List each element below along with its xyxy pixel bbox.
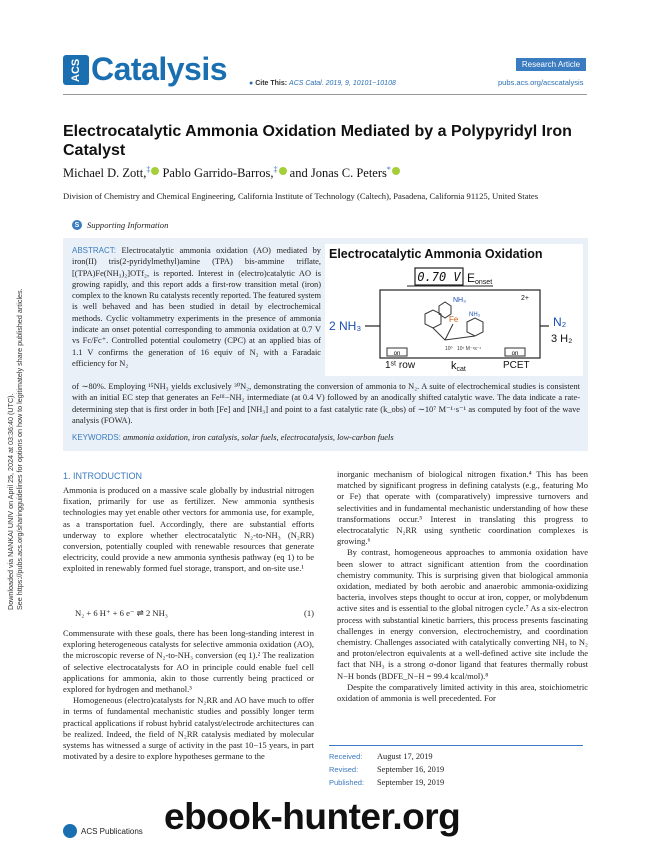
watermark	[150, 796, 651, 852]
toc-title: Electrocatalytic Ammonia Oxidation	[329, 247, 543, 261]
cite-reference[interactable]: ACS Catal. 2019, 9, 10101−10108	[289, 80, 396, 87]
cite-label: Cite This:	[255, 80, 288, 87]
author-mark: ‡	[273, 165, 278, 174]
paragraph: inorganic mechanism of biological nitrogen fixation.⁴ This has been matched by significant progress in defining catalysts (e.g., featuring Mo or Fe) that operate with (comparatively) impressive turnovers and selectivities and in fundamental mechanistic understanding of how these transformations occur.⁵ Interest in translating this progress to electrocatalytic N₂RR using synthetic coordination complexes is growing.⁶	[337, 469, 588, 547]
revised-date: September 16, 2019	[377, 765, 445, 774]
toc-scheme	[325, 244, 583, 376]
abstract-text-bottom: of ∼80%. Employing ¹⁵NH₃ yields exclusively ³⁰N₂, demonstrating the conversion of ammonia to N₂. A suite of electrochemical studies is consistent with an initial EC step that generates an Feᴵᴵᴵ−NH₂ intermediate (at 0.4 V) followed by an anodically shifted catalytic wave. The data indicate a rate-determining step that is first order in both [Fe] and [NH₃] and point to a fast catalytic rate (k_obs) of ∼10⁷ M⁻¹·s⁻¹ as computed by foot of the wave analysis (FOWA).	[72, 382, 580, 425]
abstract-body-1: Electrocatalytic ammonia oxidation (AO) mediated by iron(II) tris(2-pyridylmethyl)amine (TPA) bis-ammine triflate, [(TPA)Fe(NH₃)₂]OTf₂, is reported. Interest in (electro)catalytic AO is growing rapidly, and this report adds a first-row transition metal (iron) complex to the known Ru catalysts recently reported. The featured system is well behaved and has been studied in detail by electrochemical methods. Cyclic voltammetry experiments in the presence of ammonia indicate an onset potential corresponding to ammonia oxidation at 0.7 V vs Fc/Fc⁺. Controlled potential coulometry (CPC) at an applied bias of 1.1 V confirms the generation of 16 equiv of N₂ with a Faradaic efficiency for N₂	[72, 246, 321, 368]
publisher-name: ACS Publications	[81, 826, 143, 836]
orcid-icon[interactable]	[392, 167, 400, 175]
author-mark: ‡	[146, 165, 151, 174]
published-label: Published:	[329, 778, 365, 787]
published-date: September 19, 2019	[377, 778, 445, 787]
keywords-heading: KEYWORDS:	[72, 433, 121, 442]
supporting-info-link[interactable]	[72, 220, 168, 230]
paragraph: By contrast, homogeneous approaches to ammonia oxidation have been slower to attract significant attention from the coordination chemistry community. This is surprising given that biological ammonia oxidation, mediated by both aerobic and anaerobic ammonia-oxidizing bacteria, involves steps thought to occur at iron, copper, or molybdenum active sites and is essential to the global nitrogen cycle.⁷ As a six-electron process with substantial kinetic barriers, this process presents fascinating challenges in energy conversion, electrochemistry, and coordination chemistry. Challenges associated with catalytically converting NH₃ to N₂ and proton/electron equivalents at a well-defined active site include the fact that NH₃ is a strong σ-donor ligand that features thermally robust N−H bonds (BDFE_N−H = 99.4 kcal/mol).⁸	[337, 547, 588, 681]
journal-logo[interactable]	[63, 51, 238, 87]
switch-label: on	[393, 351, 401, 357]
header-divider	[63, 94, 587, 95]
corresponding-mark: *	[386, 165, 391, 174]
e-onset-label: Eonset	[467, 271, 493, 286]
product-n2: N₂	[553, 315, 567, 329]
revised-label: Revised:	[329, 765, 359, 774]
cite-icon: ●	[249, 80, 254, 87]
right-column	[337, 469, 588, 704]
equation-text: N₂ + 6 H⁺ + 6 e⁻ ⇌ 2 NH₃	[75, 608, 168, 618]
publisher-footer[interactable]	[63, 824, 143, 838]
watermark-text: ebook-hunter.org	[164, 796, 461, 837]
iron-center: Fe	[449, 315, 459, 324]
paragraph: Homogeneous (electro)catalysts for N₂RR and AO have much to offer in terms of fundamental mechanistic studies and possibly longer term practical applications if robust hybrid catalyst/electrode architectures can be realized. Indeed, the field of N₂RR catalysis mediated by molecular systems has witnessed a surge of activity in the past 10−15 years, in part motivated by a desire to explore hypotheses germane to the	[63, 695, 314, 762]
abstract-heading: ABSTRACT:	[72, 246, 117, 255]
voltage-value: 0.70 V	[417, 270, 461, 284]
left-column-continued	[63, 628, 314, 762]
acs-logo: ACS	[63, 55, 89, 85]
author-garrido-barros[interactable]: Pablo Garrido-Barros,	[159, 166, 274, 180]
keywords	[72, 433, 580, 442]
complex-charge: 2+	[521, 295, 529, 302]
side-ammine: NH₃	[469, 312, 481, 318]
cite-line[interactable]	[249, 80, 396, 87]
kcat-tick-low: 10⁰	[445, 346, 453, 352]
pcet-label: PCET	[503, 360, 530, 371]
supporting-info-label: Supporting Information	[87, 220, 169, 230]
author-peters[interactable]: and Jonas C. Peters	[286, 166, 387, 180]
received-date: August 17, 2019	[377, 752, 433, 761]
reactant-label: 2 NH₃	[329, 319, 362, 333]
section-heading: 1. INTRODUCTION	[63, 471, 143, 481]
publication-dates	[329, 750, 444, 789]
article-type-badge: Research Article	[516, 58, 586, 71]
dates-divider	[329, 745, 583, 746]
equation-number: (1)	[303, 608, 314, 618]
toc-graphic	[325, 244, 583, 376]
first-row-label: 1ˢᵗ row	[385, 360, 416, 371]
kcat-label: kcat	[451, 360, 466, 373]
affiliation: Division of Chemistry and Chemical Engineering, California Institute of Technology (Caltech), Pasadena, California 91125, United States	[63, 191, 539, 201]
download-notice-line2: See https://pubs.acs.org/sharingguidelines for options on how to legitimately share published articles.	[15, 288, 24, 610]
product-h2: 3 H₂	[551, 333, 573, 345]
paragraph: Ammonia is produced on a massive scale globally by industrial nitrogen fixation, primarily for use as fertilizer. New ammonia synthesis technologies may yet enable other vectors for ammonia use, for example, as a transportation fuel. Accordingly, there are substantial efforts underway to explore whether electrocatalytic N₂-to-NH₃ (N₂RR) conversion, potentially coupled with renewable resources that generate electricity, could provide a new ammonia synthesis pathway (eq 1) to be exploited in renewably formed fuel storage, transport, and on-site use.¹	[63, 485, 314, 574]
download-notice	[6, 230, 24, 610]
left-column	[63, 485, 314, 575]
received-label: Received:	[329, 752, 363, 761]
journal-name: Catalysis	[91, 51, 228, 87]
supporting-info-icon: S	[72, 220, 82, 230]
kcat-tick-high: 10⁷ M⁻¹s⁻¹	[457, 346, 482, 352]
switch-label: on	[511, 351, 519, 357]
article-title: Electrocatalytic Ammonia Oxidation Mediated by a Polypyridyl Iron Catalyst	[63, 123, 572, 159]
paragraph: Despite the comparatively limited activity in this area, stoichiometric oxidation of ammonia is well precedented. For	[337, 681, 588, 704]
journal-url[interactable]: pubs.acs.org/acscatalysis	[498, 78, 584, 87]
author-list	[63, 165, 400, 181]
axial-ammine: NH₃	[453, 297, 466, 304]
author-zott[interactable]: Michael D. Zott,	[63, 166, 147, 180]
paragraph: Commensurate with these goals, there has been long-standing interest in exploring heterogeneous catalysts for selective ammonia oxidation (AO), the microscopic reverse of N₂-to-NH₃ conversion (eq 1).² The realization of selective electrocatalysts for AO in principle could enable fuel cell applications for ammonia, akin to those currently being practiced or explored for hydrogen and methanol.³	[63, 628, 314, 695]
equation-1	[75, 608, 314, 619]
acs-publications-icon	[63, 824, 77, 838]
keywords-list: ammonia oxidation, iron catalysis, solar fuels, electrocatalysis, low-carbon fuels	[123, 433, 394, 442]
download-notice-line1: Downloaded via NANKAI UNIV on April 25, 2024 at 03:36:40 (UTC).	[6, 393, 15, 610]
abstract-text-top	[72, 245, 321, 369]
orcid-icon[interactable]	[279, 167, 287, 175]
